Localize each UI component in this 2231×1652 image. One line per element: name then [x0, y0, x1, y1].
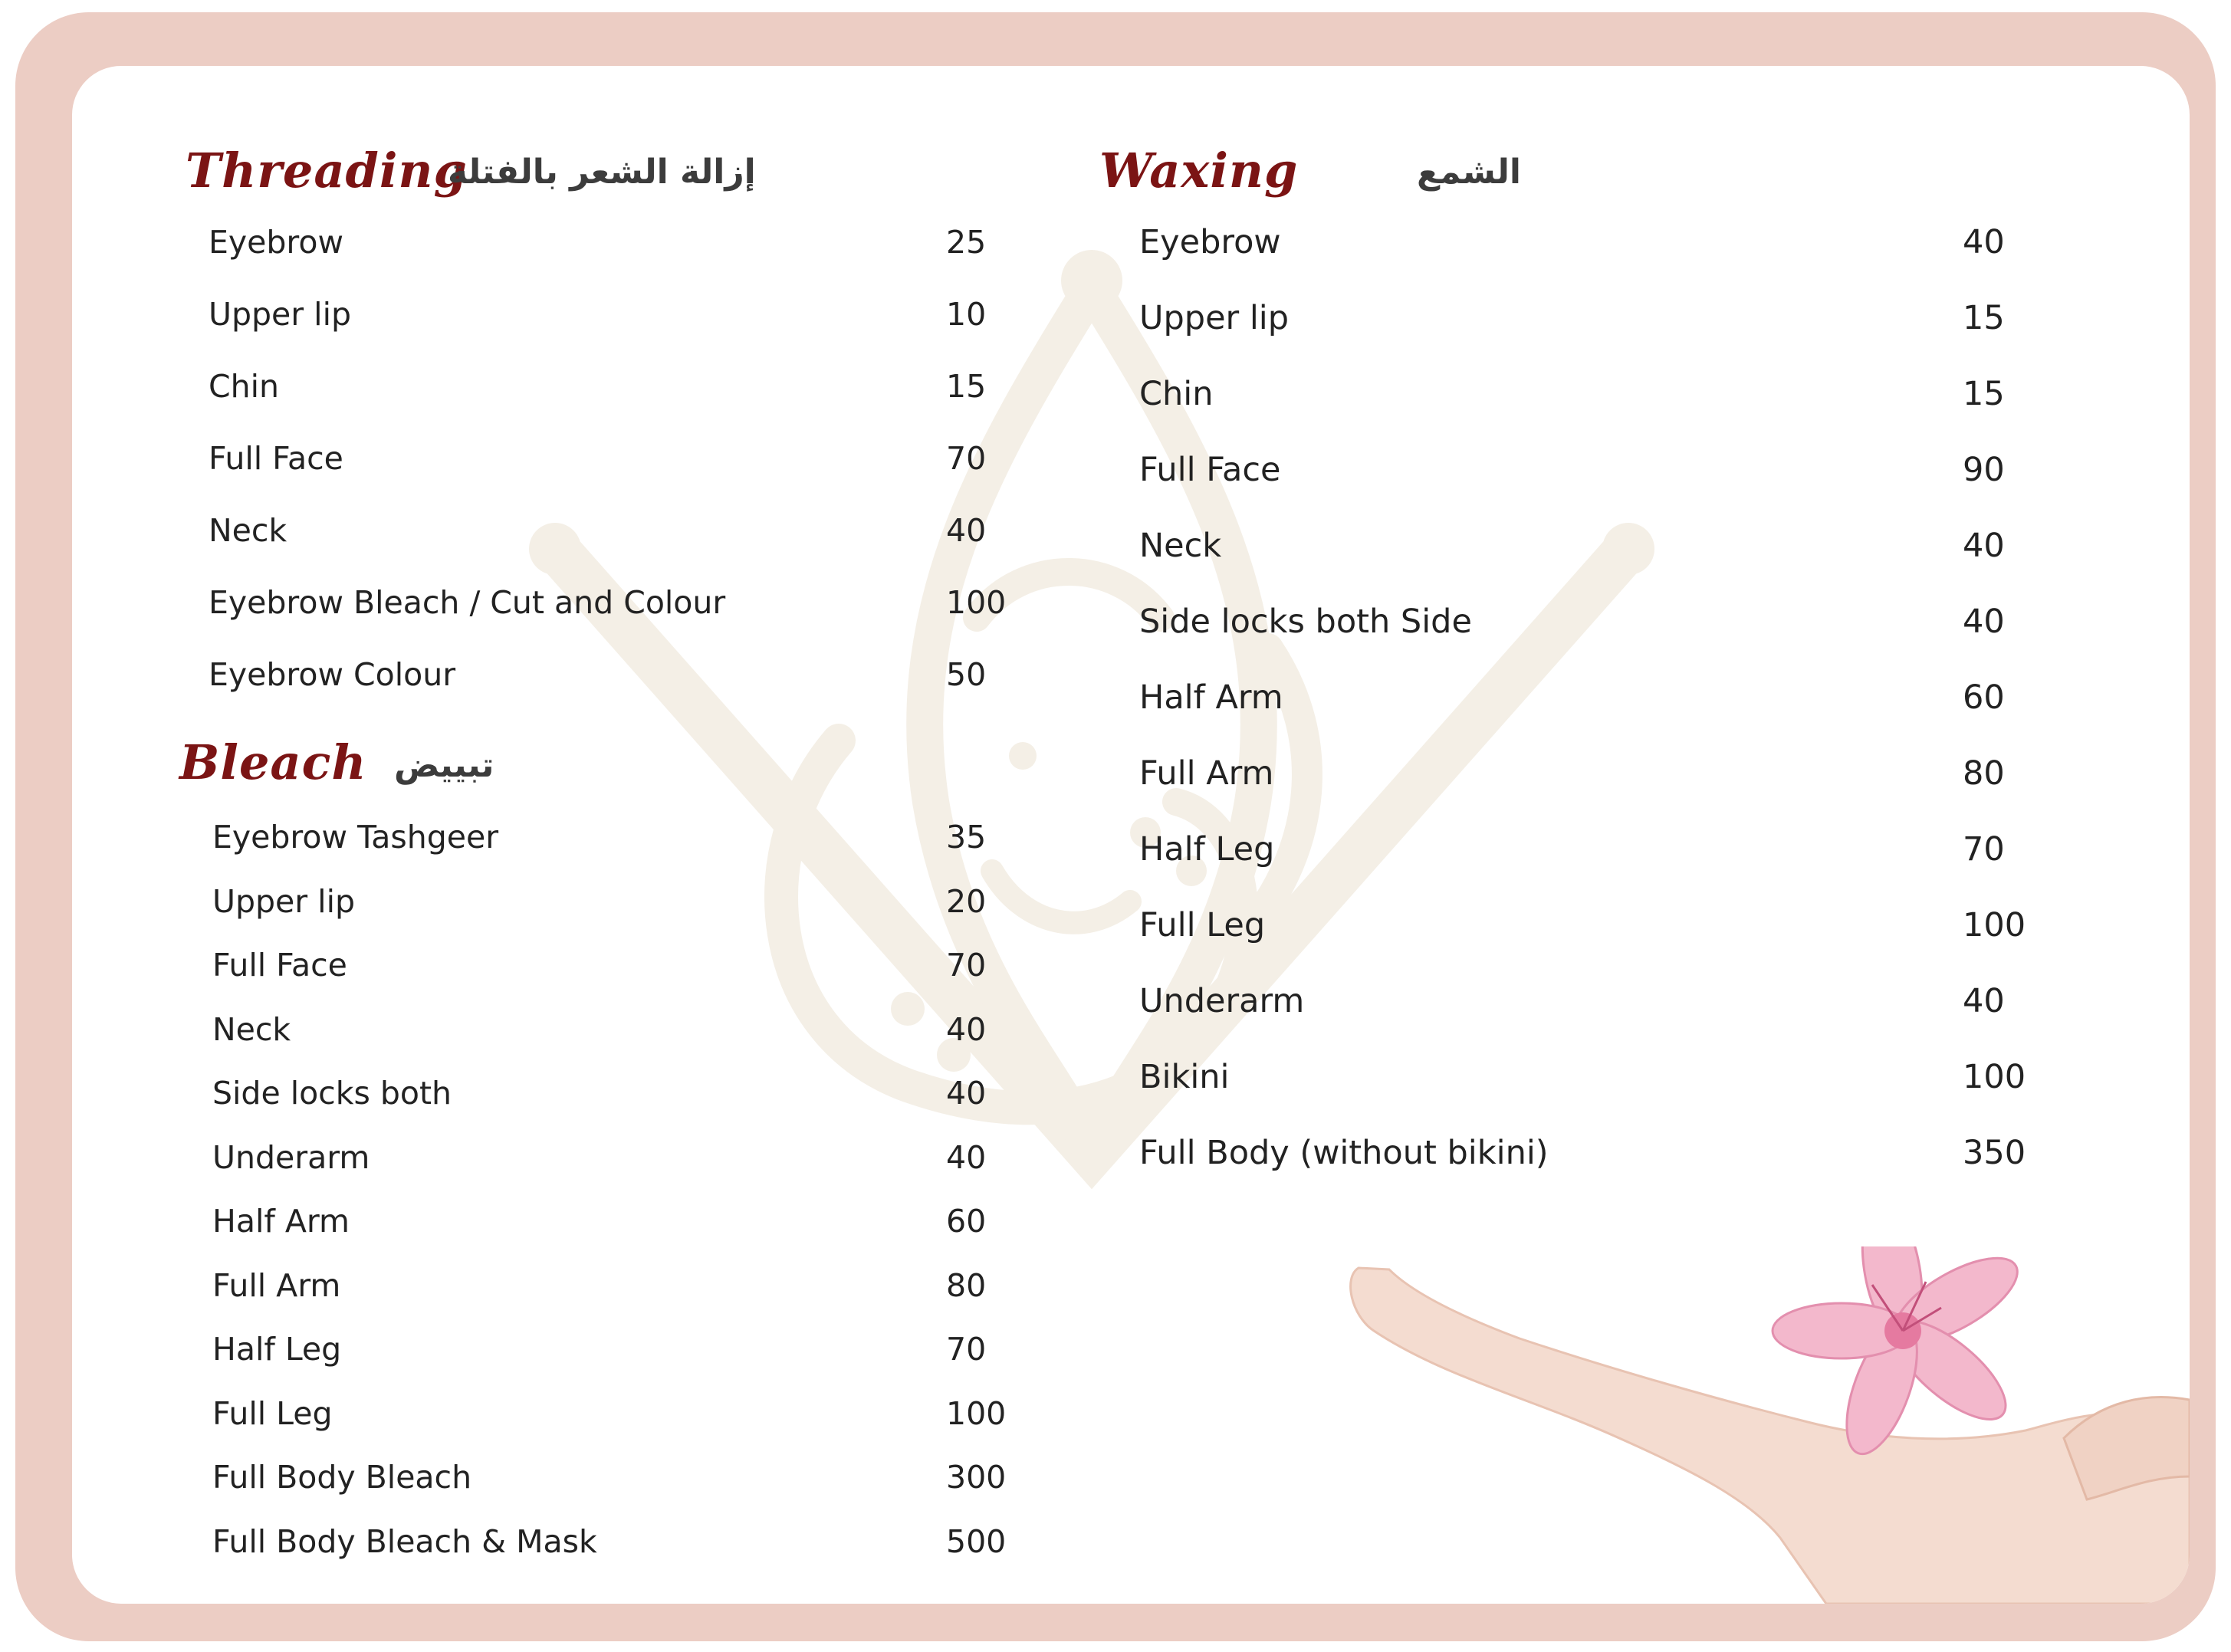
- threading-item-name: Full Face: [209, 440, 343, 477]
- waxing-item-price: 15: [1963, 299, 2005, 337]
- waxing-title: Waxing: [1099, 143, 1299, 199]
- page-frame: [15, 12, 2216, 1641]
- waxing-item-name: Neck: [1139, 527, 1222, 565]
- bleach-item-name: Full Body Bleach & Mask: [212, 1522, 597, 1560]
- threading-item-name: Neck: [209, 512, 288, 549]
- waxing-item-price: 40: [1963, 527, 2005, 565]
- bleach-item-price: 70: [946, 1331, 987, 1368]
- bleach-item-price: 35: [946, 819, 987, 856]
- waxing-item-name: Full Arm: [1139, 754, 1274, 793]
- threading-title: Threading: [186, 143, 468, 199]
- bleach-item-price: 40: [946, 1138, 987, 1176]
- bleach-item-price: 80: [946, 1266, 987, 1304]
- bleach-item-name: Underarm: [212, 1138, 370, 1176]
- waxing-item-price: 40: [1963, 223, 2005, 261]
- waxing-item-price: 80: [1963, 754, 2005, 793]
- waxing-item-price: 90: [1963, 451, 2005, 489]
- waxing-item-name: Upper lip: [1139, 299, 1290, 337]
- bleach-item-price: 100: [946, 1394, 1007, 1432]
- bleach-item-price: 20: [946, 882, 987, 920]
- threading-item-name: Eyebrow Bleach / Cut and Colour: [209, 584, 726, 621]
- bleach-item-name: Side locks both: [212, 1075, 452, 1112]
- bleach-item-name: Full Arm: [212, 1266, 341, 1304]
- bleach-item-price: 500: [946, 1522, 1007, 1560]
- bleach-item-name: Half Leg: [212, 1331, 342, 1368]
- threading-item-price: 15: [946, 368, 987, 405]
- bleach-item-price: 40: [946, 1075, 987, 1112]
- threading-item-name: Eyebrow Colour: [209, 656, 456, 693]
- bleach-title-ar: تبييض: [394, 746, 495, 785]
- bleach-item-price: 300: [946, 1459, 1007, 1496]
- legs-with-lily-image: [1290, 1246, 2190, 1604]
- waxing-item-name: Half Arm: [1139, 678, 1283, 717]
- bleach-title: Bleach: [179, 734, 367, 790]
- bleach-item-name: Full Leg: [212, 1394, 333, 1432]
- bleach-item-name: Half Arm: [212, 1203, 350, 1240]
- bleach-item-name: Full Body Bleach: [212, 1459, 472, 1496]
- bleach-item-price: 70: [946, 947, 987, 984]
- threading-item-price: 50: [946, 656, 987, 693]
- waxing-item-price: 350: [1963, 1134, 2026, 1172]
- waxing-item-name: Half Leg: [1139, 830, 1275, 869]
- waxing-item-price: 70: [1963, 830, 2005, 869]
- bleach-item-price: 40: [946, 1010, 987, 1048]
- bleach-item-price: 60: [946, 1203, 987, 1240]
- threading-item-price: 100: [946, 584, 1007, 621]
- threading-item-name: Chin: [209, 368, 279, 405]
- waxing-item-price: 40: [1963, 982, 2005, 1020]
- threading-item-name: Eyebrow: [209, 224, 343, 261]
- threading-item-name: Upper lip: [209, 296, 351, 333]
- threading-title-ar: إزالة الشعر بالفتلة: [448, 153, 756, 192]
- waxing-item-price: 15: [1963, 375, 2005, 413]
- waxing-item-name: Eyebrow: [1139, 223, 1281, 261]
- bleach-item-name: Full Face: [212, 947, 347, 984]
- threading-item-price: 70: [946, 440, 987, 477]
- waxing-item-price: 100: [1963, 1058, 2026, 1096]
- waxing-item-name: Underarm: [1139, 982, 1305, 1020]
- waxing-item-price: 60: [1963, 678, 2005, 717]
- waxing-item-name: Full Body (without bikini): [1139, 1134, 1549, 1172]
- threading-item-price: 40: [946, 512, 987, 549]
- waxing-item-price: 40: [1963, 603, 2005, 641]
- bleach-item-name: Eyebrow Tashgeer: [212, 819, 499, 856]
- threading-item-price: 25: [946, 224, 987, 261]
- bleach-item-name: Upper lip: [212, 882, 355, 920]
- threading-item-price: 10: [946, 296, 987, 333]
- waxing-item-name: Side locks both Side: [1139, 603, 1472, 641]
- waxing-item-price: 100: [1963, 906, 2026, 944]
- menu-card: [72, 66, 2190, 1604]
- waxing-item-name: Full Face: [1139, 451, 1281, 489]
- waxing-item-name: Bikini: [1139, 1058, 1230, 1096]
- waxing-item-name: Full Leg: [1139, 906, 1266, 944]
- waxing-item-name: Chin: [1139, 375, 1214, 413]
- bleach-item-name: Neck: [212, 1010, 291, 1048]
- waxing-title-ar: الشمع: [1417, 153, 1521, 192]
